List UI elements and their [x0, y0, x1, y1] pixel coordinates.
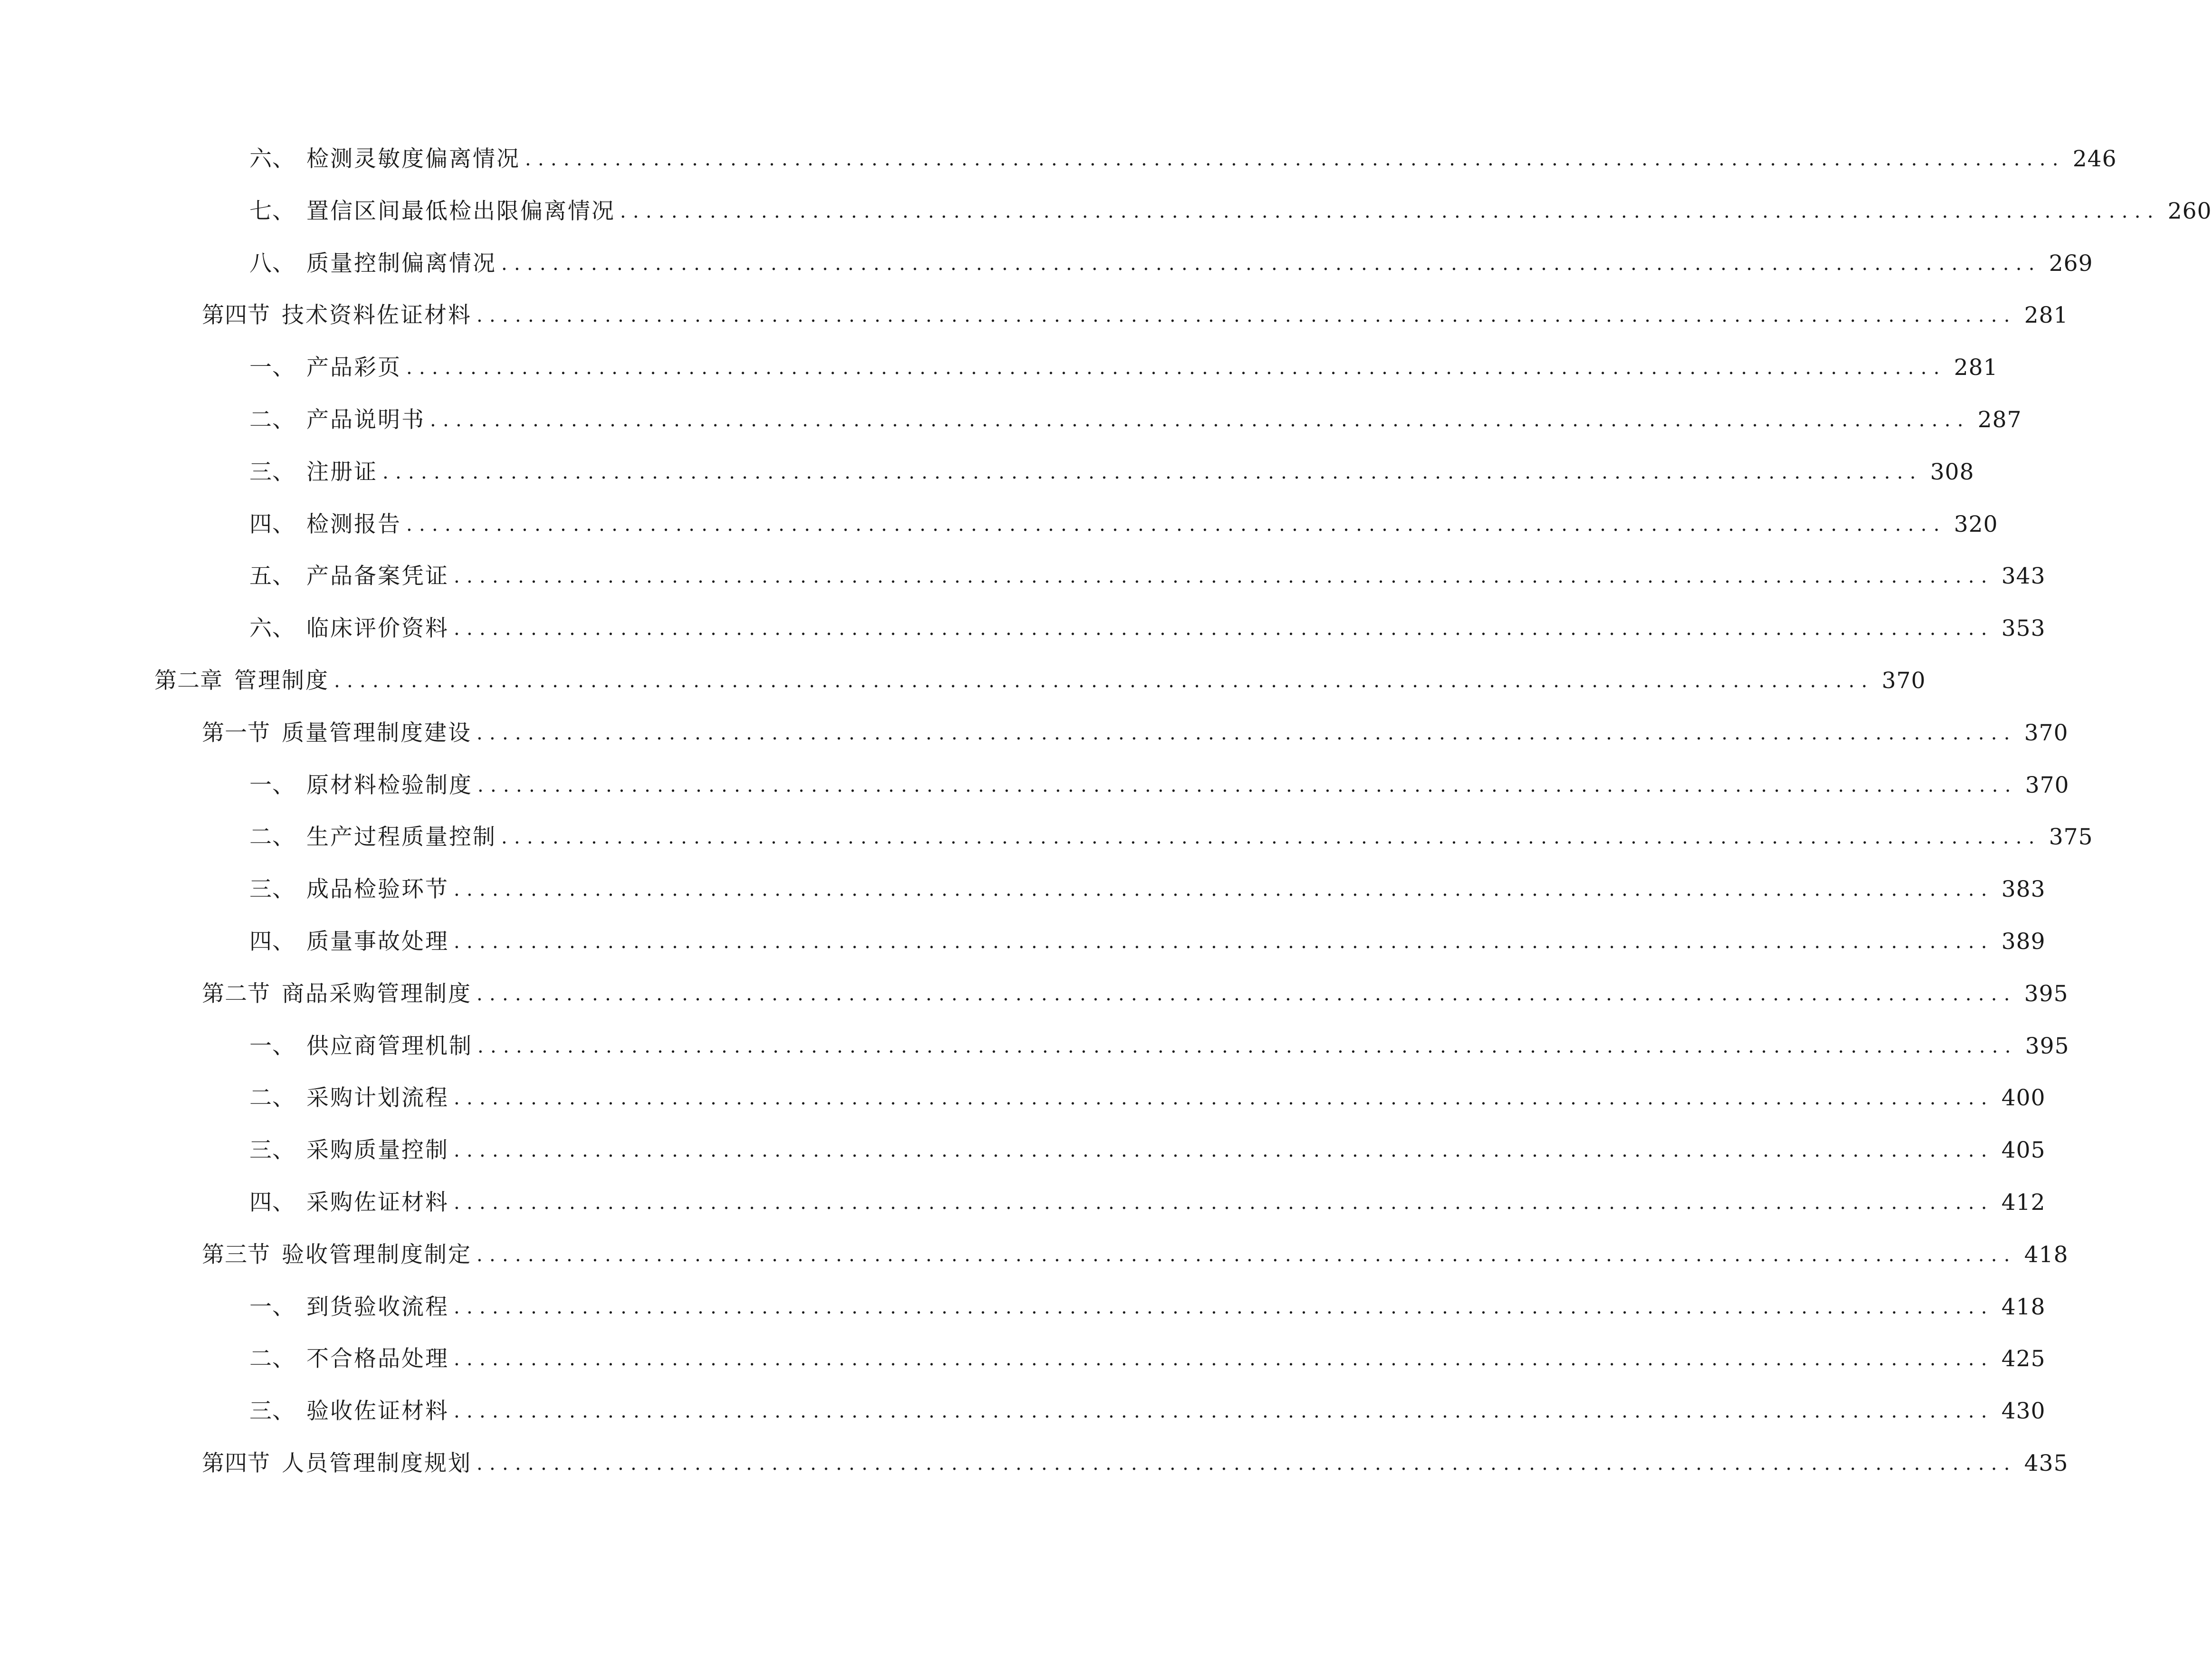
toc-entry[interactable]: [249, 1030, 2069, 1063]
dot-leader: ........................................................................................................................: [477, 774, 2018, 796]
toc-entry-title: 采购质量控制: [306, 1137, 449, 1164]
toc-entry-page-number: 383: [2001, 876, 2046, 903]
dot-leader: ........................................................................................................................: [525, 148, 2065, 170]
toc-entry-page-number: 287: [1977, 407, 2022, 433]
toc-entry-title: 成品检验环节: [306, 876, 449, 903]
toc-entry-page-number: 246: [2072, 146, 2117, 172]
toc-entry-title: 人员管理制度规划: [282, 1450, 472, 1476]
toc-entry-page-number: 281: [2024, 302, 2069, 329]
dot-leader: ........................................................................................................................: [477, 983, 2017, 1005]
toc-entry-page-number: 370: [1881, 668, 1926, 694]
toc-entry-prefix: 八、: [249, 250, 295, 277]
dot-leader: ........................................................................................................................: [454, 565, 1994, 588]
toc-entry[interactable]: [249, 247, 2093, 280]
toc-entry-title: 生产过程质量控制: [306, 824, 496, 851]
toc-entry-page-number: 370: [2024, 719, 2069, 746]
toc-entry-page-number: 308: [1930, 459, 1974, 485]
dot-leader: ........................................................................................................................: [406, 513, 1946, 536]
toc-entry-title: 检测报告: [306, 511, 401, 537]
toc-entry[interactable]: [249, 560, 2046, 593]
toc-entry[interactable]: [202, 299, 2069, 332]
toc-entry-prefix: 第一节: [202, 719, 270, 746]
toc-entry-page-number: 370: [2025, 772, 2069, 798]
dot-leader: ........................................................................................................................: [477, 305, 2017, 327]
toc-entry-prefix: 六、: [249, 146, 295, 172]
toc-entry-title: 管理制度: [234, 668, 329, 694]
toc-entry[interactable]: [249, 821, 2093, 854]
toc-entry-title: 置信区间最低检出限偏离情况: [306, 198, 615, 224]
toc-entry[interactable]: [249, 1291, 2046, 1324]
toc-entry-page-number: 435: [2024, 1450, 2069, 1476]
toc-entry-prefix: 四、: [249, 929, 295, 955]
toc-entry[interactable]: [249, 769, 2069, 802]
toc-entry-page-number: 395: [2025, 1033, 2069, 1059]
toc-entry[interactable]: [249, 1395, 2046, 1428]
toc-entry-title: 质量控制偏离情况: [306, 250, 496, 277]
toc-entry-page-number: 400: [2001, 1085, 2046, 1111]
toc-entry[interactable]: [202, 717, 2069, 750]
toc-entry-title: 验收佐证材料: [306, 1398, 449, 1425]
dot-leader: ........................................................................................................................: [477, 1453, 2017, 1475]
toc-entry-title: 质量事故处理: [306, 929, 449, 955]
toc-entry-prefix: 第二章: [154, 668, 223, 694]
toc-entry-prefix: 第四节: [202, 302, 270, 329]
toc-entry-page-number: 418: [2024, 1241, 2069, 1268]
toc-entry-prefix: 三、: [249, 876, 295, 903]
toc-entry-prefix: 一、: [249, 772, 295, 798]
toc-entry-page-number: 418: [2001, 1293, 2046, 1320]
toc-entry-prefix: 第二节: [202, 980, 270, 1007]
dot-leader: ........................................................................................................................: [501, 826, 2041, 849]
toc-entry-prefix: 四、: [249, 1189, 295, 1216]
dot-leader: ........................................................................................................................: [454, 1400, 1994, 1423]
toc-entry-prefix: 六、: [249, 615, 295, 642]
toc-entry-title: 质量管理制度建设: [282, 719, 472, 746]
toc-entry-title: 临床评价资料: [306, 615, 449, 642]
toc-entry-prefix: 第四节: [202, 1450, 270, 1476]
toc-entry-title: 采购佐证材料: [306, 1189, 449, 1216]
toc-entry[interactable]: [249, 1134, 2046, 1167]
toc-entry-page-number: 353: [2001, 615, 2046, 642]
toc-entry-page-number: 395: [2024, 980, 2069, 1007]
toc-entry-prefix: 三、: [249, 1398, 295, 1425]
toc-entry-page-number: 430: [2001, 1398, 2046, 1425]
toc-entry-page-number: 405: [2001, 1137, 2046, 1164]
toc-entry-page-number: 375: [2049, 824, 2093, 851]
toc-entry-page-number: 320: [1954, 511, 1998, 537]
dot-leader: ........................................................................................................................: [501, 252, 2041, 275]
dot-leader: ........................................................................................................................: [454, 931, 1994, 953]
toc-entry[interactable]: [202, 1447, 2069, 1480]
toc-entry-prefix: 五、: [249, 563, 295, 590]
toc-entry-page-number: 260: [2167, 198, 2212, 224]
toc-entry[interactable]: [249, 925, 2046, 958]
toc-entry-title: 技术资料佐证材料: [282, 302, 472, 329]
toc-entry[interactable]: [202, 1238, 2069, 1272]
toc-entry[interactable]: [249, 1186, 2046, 1219]
toc-entry[interactable]: [249, 195, 2212, 228]
toc-entry[interactable]: [249, 1082, 2046, 1115]
dot-leader: ........................................................................................................................: [430, 409, 1970, 431]
dot-leader: ........................................................................................................................: [454, 618, 1994, 640]
toc-entry-title: 注册证: [306, 459, 378, 485]
toc-entry-page-number: 269: [2049, 250, 2093, 277]
toc-entry-title: 产品说明书: [306, 407, 425, 433]
toc-entry-prefix: 一、: [249, 1033, 295, 1059]
toc-entry[interactable]: [249, 351, 1998, 384]
toc-entry[interactable]: [249, 508, 1998, 541]
dot-leader: ........................................................................................................................: [406, 357, 1946, 379]
dot-leader: ........................................................................................................................: [477, 1035, 2018, 1057]
toc-entry-title: 原材料检验制度: [306, 772, 473, 798]
toc-entry-page-number: 343: [2001, 563, 2046, 590]
toc-entry-title: 供应商管理机制: [306, 1033, 473, 1059]
toc-entry-title: 采购计划流程: [306, 1085, 449, 1111]
dot-leader: ........................................................................................................................: [334, 670, 1874, 692]
dot-leader: ........................................................................................................................: [454, 1087, 1994, 1110]
dot-leader: ........................................................................................................................: [454, 879, 1994, 901]
toc-entry[interactable]: [202, 977, 2069, 1011]
toc-entry-prefix: 第三节: [202, 1241, 270, 1268]
toc-entry-prefix: 一、: [249, 1293, 295, 1320]
dot-leader: ........................................................................................................................: [454, 1192, 1994, 1214]
toc-entry-title: 检测灵敏度偏离情况: [306, 146, 520, 172]
dot-leader: ........................................................................................................................: [382, 461, 1923, 483]
toc-entry[interactable]: [249, 143, 2117, 176]
toc-entry-prefix: 一、: [249, 354, 295, 381]
toc-entry[interactable]: [249, 1342, 2046, 1376]
toc-entry-title: 不合格品处理: [306, 1346, 449, 1372]
dot-leader: ........................................................................................................................: [454, 1296, 1994, 1318]
toc-entry[interactable]: [249, 403, 2022, 437]
toc-entry-prefix: 三、: [249, 459, 295, 485]
dot-leader: ........................................................................................................................: [454, 1348, 1994, 1370]
dot-leader: ........................................................................................................................: [454, 1140, 1994, 1162]
dot-leader: ........................................................................................................................: [620, 200, 2160, 222]
toc-entry-prefix: 二、: [249, 1346, 295, 1372]
toc-entry-title: 产品彩页: [306, 354, 401, 381]
toc-entry[interactable]: [249, 612, 2046, 645]
toc-entry-title: 到货验收流程: [306, 1293, 449, 1320]
toc-entry-prefix: 四、: [249, 511, 295, 537]
toc-entry-prefix: 二、: [249, 407, 295, 433]
toc-entry[interactable]: [154, 664, 1926, 698]
toc-entry-page-number: 389: [2001, 929, 2046, 955]
toc-entry-page-number: 281: [1954, 354, 1998, 381]
toc-entry-prefix: 二、: [249, 824, 295, 851]
toc-entry-page-number: 425: [2001, 1346, 2046, 1372]
toc-entry-title: 验收管理制度制定: [282, 1241, 472, 1268]
toc-entry-page-number: 412: [2001, 1189, 2046, 1216]
dot-leader: ........................................................................................................................: [477, 1244, 2017, 1266]
toc-entry[interactable]: [249, 456, 1974, 489]
toc-entry-prefix: 三、: [249, 1137, 295, 1164]
toc-entry-prefix: 二、: [249, 1085, 295, 1111]
toc-entry[interactable]: [249, 873, 2046, 906]
toc-entry-title: 商品采购管理制度: [282, 980, 472, 1007]
toc-entry-prefix: 七、: [249, 198, 295, 224]
dot-leader: ........................................................................................................................: [477, 722, 2017, 744]
toc-entry-title: 产品备案凭证: [306, 563, 449, 590]
